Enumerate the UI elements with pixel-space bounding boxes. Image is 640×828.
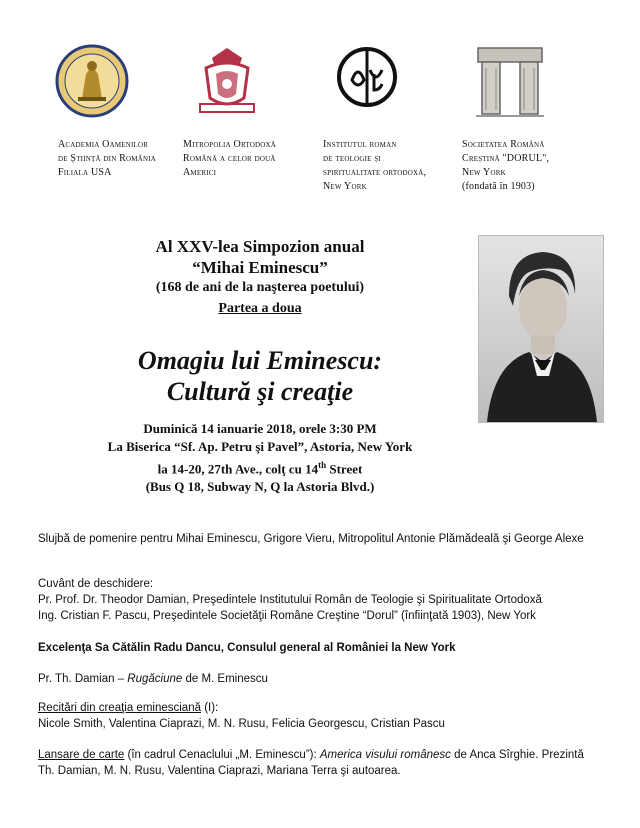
program-service: [38, 531, 618, 547]
org-line: Filiala USA: [58, 167, 112, 178]
recital-label: Recitări din creaţia eminesciană: [38, 702, 201, 714]
event-anniversary: (168 de ani de la naşterea poetului): [155, 280, 365, 295]
recital-names: Nicole Smith, Valentina Ciaprazi, M. N. Rusu, Felicia Georgescu, Cristian Pascu: [38, 718, 445, 730]
program-consul: [38, 640, 618, 656]
book-author: de Anca Sîrghie. Prezintă: [450, 749, 584, 761]
org-line: Societatea Română: [462, 139, 545, 150]
metropolis-crest-logo: [192, 44, 272, 118]
consul-text: Excelenţa Sa Cătălin Radu Dancu, Consulul general al României la New York: [38, 642, 456, 654]
service-text: Slujbă de pomenire pentru Mihai Eminescu, Grigore Vieru, Mitropolitul Antonie Plămădeală şi George Alexe: [38, 533, 584, 545]
org-line: de teologie și: [323, 153, 381, 164]
org-line: Academia Oamenilor: [58, 139, 149, 150]
address-street: Street: [326, 461, 363, 477]
event-title: [70, 345, 450, 407]
org-line: New York: [323, 181, 367, 192]
recital-heading: [38, 700, 618, 716]
prayer-title: Rugăciune: [127, 673, 183, 685]
prayer-speaker: Pr. Th. Damian –: [38, 673, 128, 685]
event-title-line1: Omagiu lui Eminescu:: [137, 346, 383, 375]
event-place: La Biserica “Sf. Ap. Petru şi Pavel”, Astoria, New York: [107, 439, 413, 454]
event-name: “Mihai Eminescu”: [192, 258, 328, 277]
event-title-line2: Cultură şi creaţie: [166, 377, 354, 406]
book-line-2: Th. Damian, M. N. Rusu, Valentina Ciaprazi, Mariana Terra şi autoarea.: [38, 765, 401, 777]
program-book-launch: [38, 747, 618, 779]
dorul-gate-logo: [468, 38, 552, 122]
org-caption-dorul: [462, 138, 549, 194]
address-ordinal: th: [318, 460, 327, 470]
org-line: Română a celor două: [183, 153, 276, 164]
program-prayer: [38, 671, 618, 687]
poet-portrait: [478, 235, 604, 423]
program-recital: [38, 700, 618, 732]
book-line-1: [38, 747, 618, 763]
opening-speaker-2: Ing. Cristian F. Pascu, Preşedintele Societăţii Române Creştine “Dorul” (înfiinţată 1903), New York: [38, 610, 536, 622]
org-caption-metropolis: [183, 138, 276, 180]
org-line: Mitropolia Ortodoxă: [183, 139, 277, 150]
org-caption-academy: [58, 138, 156, 180]
prayer-line: [38, 671, 618, 687]
opening-label: Cuvânt de deschidere:: [38, 578, 154, 590]
org-caption-institute: [323, 138, 426, 194]
event-transit: (Bus Q 18, Subway N, Q la Astoria Blvd.): [145, 479, 375, 495]
event-address: [95, 456, 425, 478]
org-line: de Știință din România: [58, 153, 157, 164]
org-line: Institutul roman: [323, 139, 397, 150]
event-edition: Al XXV-lea Simpozion anual: [155, 237, 365, 256]
org-line: New York: [462, 167, 506, 178]
opening-speaker-1: Pr. Prof. Dr. Theodor Damian, Preşedintele Institutului Român de Teologie şi Spiritualitate Ortodoxă: [38, 594, 542, 606]
org-line: Americi: [183, 167, 217, 178]
event-part: Partea a doua: [218, 301, 302, 316]
event-details: [95, 420, 425, 496]
book-context: (în cadrul Cenaclului „M. Eminescu”):: [124, 749, 320, 761]
book-label: Lansare de carte: [38, 749, 125, 761]
org-line: spiritualitate ortodoxă,: [323, 167, 427, 178]
org-line: (fondată în 1903): [462, 181, 535, 192]
recital-suffix: (I):: [201, 702, 219, 714]
address-text: la 14-20, 27th Ave., colţ cu 14: [157, 461, 319, 477]
prayer-author: de M. Eminescu: [182, 673, 268, 685]
book-title: America visului românesc: [319, 749, 451, 761]
academy-seal-logo: [52, 44, 132, 118]
program-opening: [38, 576, 618, 624]
event-header: [95, 236, 425, 319]
org-line: Creștină "DORUL",: [462, 153, 550, 164]
event-date: Duminică 14 ianuarie 2018, orele 3:30 PM: [143, 421, 377, 436]
institute-monogram-logo: [330, 44, 410, 118]
